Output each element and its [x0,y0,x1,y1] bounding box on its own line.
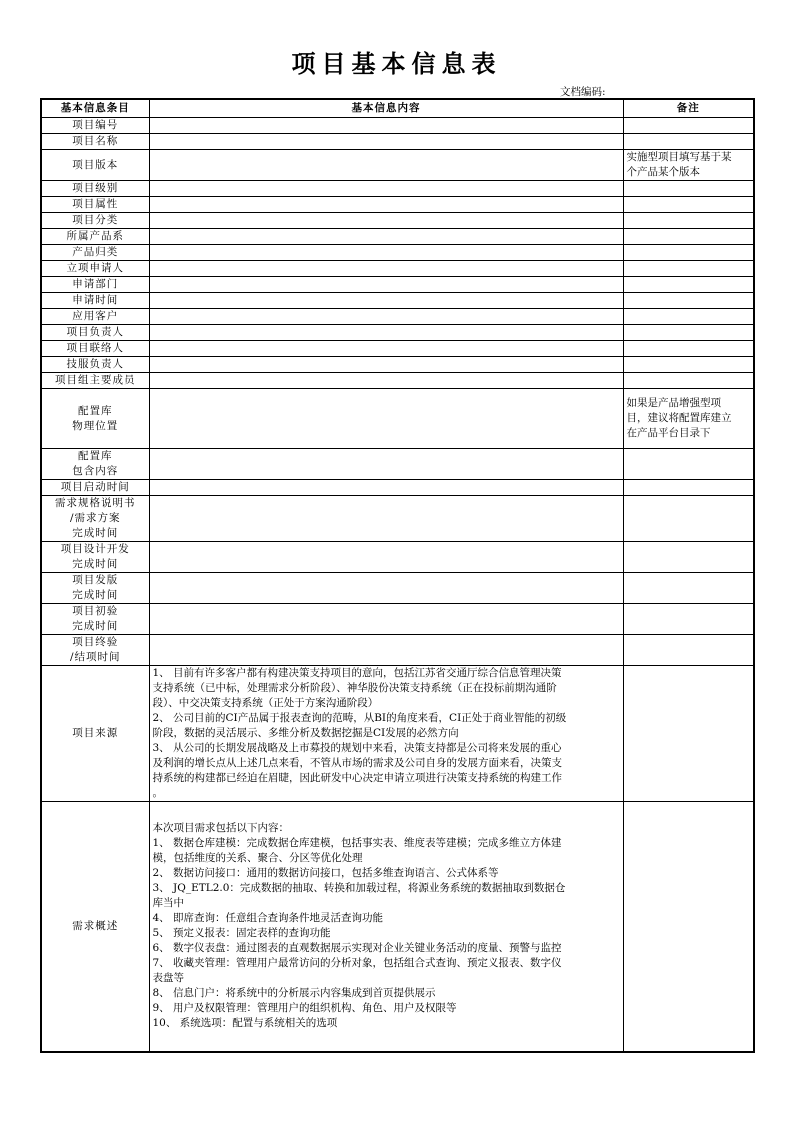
row-content-line: 。 [152,787,163,799]
row-note [623,480,754,496]
row-content [149,277,623,293]
row-label [41,635,149,666]
row-label-line: 项目级别 [72,182,119,194]
row-label-line: 项目编号 [72,119,119,131]
row-content-line: 阶段，数据的灵活展示、多维分析及数据挖掘是CI发展的必然方向 [152,727,459,739]
row-content [149,341,623,357]
row-label [41,389,149,449]
row-label [41,150,149,181]
row-content-line: 2、 公司目前的CI产品属于报表查询的范畴，从BI的角度来看，CI正处于商业智能的初级 [152,712,567,724]
row-label-line: 所属产品系 [66,230,124,242]
page-title: 项目基本信息表 [291,49,502,78]
row-content-line: 模，包括维度的关系、聚合、分区等优化处理 [152,852,363,865]
table-row [41,604,754,635]
row-content [149,604,623,635]
row-label-line: 配置库 [78,404,113,417]
row-content-line: 段）、中交决策支持系统（正处于方案沟通阶段） [152,697,379,709]
table-row [41,261,754,277]
row-note [623,666,754,802]
row-label [41,341,149,357]
row-label-line: 完成时间 [72,589,119,601]
table-row [41,181,754,197]
row-note [623,181,754,197]
table-row [41,341,754,357]
row-content-line: 8、 信息门户：将系统中的分析展示内容集成到首页提供展示 [152,987,436,1000]
row-label [41,666,149,802]
row-note [623,293,754,309]
row-content [149,197,623,213]
table-row [41,573,754,604]
table-row [41,293,754,309]
row-label-line: 项目版本 [72,158,119,171]
row-content [149,635,623,666]
row-label-line: 产品归类 [72,246,119,258]
row-label [41,449,149,480]
row-content-line: 本次项目需求包括以下内容： [152,822,289,835]
row-label-line: 项目分类 [72,214,119,226]
row-label-line: 项目初验 [72,605,119,617]
row-content [149,293,623,309]
table-row [41,277,754,293]
row-label [41,134,149,150]
table-row [41,373,754,389]
row-content-line: 表盘等 [152,972,184,985]
row-label-line: /结项时间 [69,651,121,663]
row-content [149,245,623,261]
row-label [41,573,149,604]
row-content [149,309,623,325]
table-row [41,480,754,496]
row-note [623,635,754,666]
row-note [623,134,754,150]
row-label [41,261,149,277]
row-note-line: 目，建议将配置库建立 [626,412,732,424]
table-row [41,150,754,181]
row-label-line: 需求规格说明书 [55,497,136,509]
row-label [41,229,149,245]
row-label-line: 包含内容 [72,465,119,477]
table-row [41,357,754,373]
row-label [41,181,149,197]
row-note-line: 实施型项目填写基于某 [626,151,732,163]
table-row [41,245,754,261]
table-header-row [41,99,754,118]
row-note [623,573,754,604]
table-row [41,134,754,150]
row-label [41,245,149,261]
row-note [623,309,754,325]
row-label-line: 需求概述 [72,919,119,932]
table-row [41,118,754,134]
row-content [149,480,623,496]
table-row [41,496,754,542]
row-note-line: 在产品平台目录下 [626,427,711,439]
row-label [41,802,149,1052]
row-content-line: 支持系统（已中标，处理需求分析阶段）、神华股份决策支持系统（正在投标前期沟通阶 [152,682,557,694]
row-note [623,449,754,480]
row-label-line: 项目名称 [72,135,119,147]
row-content [149,357,623,373]
row-label-line: 项目终验 [72,636,119,648]
row-label-line: 项目负责人 [66,326,124,338]
row-note [623,341,754,357]
row-label [41,277,149,293]
row-content [149,449,623,480]
row-note [623,496,754,542]
row-content-line: 3、 JQ_ETL2.0：完成数据的抽取、转换和加载过程，将源业务系统的数据抽取到数据仓 [152,882,566,895]
table-row [41,635,754,666]
row-label-line: 物理位置 [72,419,119,432]
row-content [149,666,623,802]
row-content [149,134,623,150]
header-note: 备注 [623,99,754,118]
header-item: 基本信息条目 [41,99,149,118]
row-note [623,261,754,277]
row-content-line: 9、 用户及权限管理：管理用户的组织机构、角色、用户及权限等 [152,1002,457,1015]
row-label-line: 项目来源 [72,727,119,739]
row-label-line: 项目启动时间 [60,481,130,493]
row-label-line: 应用客户 [72,310,119,322]
row-note [623,357,754,373]
row-content-line: 3、 从公司的长期发展战略及上市募投的规划中来看，决策支持都是公司将来发展的重心 [152,742,562,754]
document-code-label: 文档编码: [560,86,606,98]
row-label-line: 项目组主要成员 [55,374,136,386]
row-label [41,357,149,373]
row-label-line: /需求方案 [69,512,121,524]
row-note [623,277,754,293]
row-content-line: 1、 数据仓库建模：完成数据仓库建模，包括事实表、维度表等建模；完成多维立方体建 [152,837,562,850]
row-note [623,802,754,1052]
row-content [149,229,623,245]
table-row [41,802,754,1052]
row-label-line: 完成时间 [72,527,119,539]
row-content [149,325,623,341]
header-content: 基本信息内容 [149,99,623,118]
row-note [623,213,754,229]
table-row [41,197,754,213]
row-content [149,542,623,573]
row-label [41,118,149,134]
row-note [623,389,754,449]
row-content-line: 7、 收藏夹管理：管理用户最常访问的分析对象，包括组合式查询、预定义报表、数字仪 [152,957,562,970]
row-label [41,373,149,389]
row-content-line: 2、 数据访问接口：通用的数据访问接口，包括多维查询语言、公式体系等 [152,867,499,880]
row-content [149,213,623,229]
row-content [149,573,623,604]
row-label-line: 完成时间 [72,620,119,632]
row-label-line: 项目设计开发 [60,543,130,555]
row-content-line: 10、 系统选项：配置与系统相关的选项 [152,1017,338,1030]
row-content-line: 库当中 [152,897,184,910]
row-note [623,197,754,213]
row-note [623,604,754,635]
row-content [149,496,623,542]
table-row [41,325,754,341]
row-note [623,150,754,181]
table-row [41,542,754,573]
row-content [149,373,623,389]
row-note [623,245,754,261]
row-label-line: 配置库 [78,450,113,462]
row-label [41,197,149,213]
table-row [41,309,754,325]
row-label-line: 申请部门 [72,278,119,290]
table-row [41,666,754,802]
table-row [41,213,754,229]
row-label-line: 项目联络人 [66,342,124,354]
row-note [623,229,754,245]
row-label-line: 项目属性 [72,198,119,210]
row-label [41,293,149,309]
row-content-line: 4、 即席查询：任意组合查询条件地灵活查询功能 [152,912,384,925]
row-content [149,389,623,449]
row-content [149,118,623,134]
table-row [41,229,754,245]
row-content [149,150,623,181]
row-content-line: 1、 目前有许多客户都有构建决策支持项目的意向，包括江苏省交通厅综合信息管理决策 [152,667,562,679]
table-row [41,389,754,449]
row-label [41,325,149,341]
row-note [623,542,754,573]
table-row [41,449,754,480]
row-content [149,261,623,277]
row-note [623,373,754,389]
row-label [41,542,149,573]
row-label [41,309,149,325]
row-label-line: 完成时间 [72,558,119,570]
row-label-line: 立项申请人 [66,262,124,274]
row-note [623,325,754,341]
row-label [41,496,149,542]
row-content-line: 及利润的增长点从上述几点来看，不管从市场的需求及公司自身的发展方面来看，决策支 [152,757,562,769]
row-content-line: 5、 预定义报表：固定表样的查询功能 [152,927,331,940]
row-label-line: 技服负责人 [66,358,124,370]
project-info-table [40,98,755,1053]
row-content [149,181,623,197]
row-label-line: 申请时间 [72,294,119,306]
row-note-line: 如果是产品增强型项 [626,397,721,409]
row-content-line: 持系统的构建都已经迫在眉睫，因此研发中心决定申请立项进行决策支持系统的构建工作 [152,772,562,784]
row-content [149,802,623,1052]
row-label [41,480,149,496]
row-note-line: 个产品某个版本 [626,166,700,178]
row-label [41,213,149,229]
row-label-line: 项目发版 [72,574,119,586]
row-note [623,118,754,134]
row-label [41,604,149,635]
row-content-line: 6、 数字仪表盘：通过图表的直观数据展示实现对企业关键业务活动的度量、预警与监控 [152,942,562,955]
